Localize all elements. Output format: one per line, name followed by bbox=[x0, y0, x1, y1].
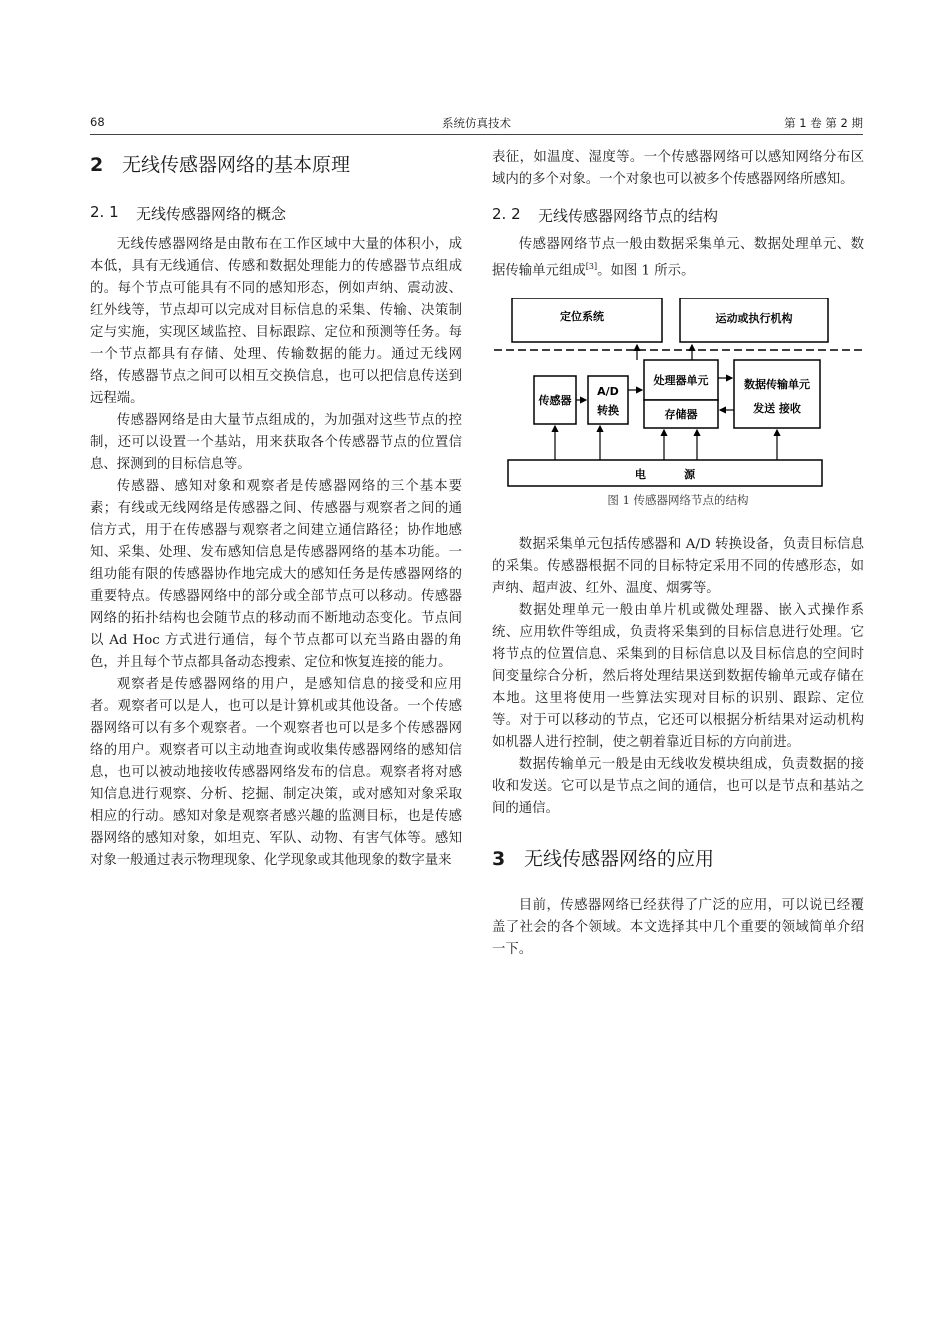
transmission-label: 数据传输单元 bbox=[744, 378, 810, 392]
motion-actuator-label: 运动或执行机构 bbox=[715, 312, 793, 326]
citation-ref: [3] bbox=[585, 262, 598, 271]
paragraph: 数据传输单元一般是由无线收发模块组成，负责数据的接收和发送。它可以是节点之间的通信，也可以是节点和基站之间的通信。 bbox=[492, 757, 864, 817]
section-2-heading bbox=[90, 150, 462, 177]
paragraph-text-tail: 。如图 1 所示。 bbox=[597, 263, 695, 279]
paragraph: 数据处理单元一般由单片机或微处理器、嵌入式操作系统、应用软件等组成，负责将采集到的目标信息进行处理。它将节点的位置信息、采集到的目标信息以及目标信息的空间时间变量综合分析，然后将处理结果送到数据传输单元或存储在本地。这里将使用一些算法实现对目标的识别、跟踪、定位等。对于可以移动的节点，它还可以根据分析结果对运动机构如机器人进行控制，使之朝着靠近目标的方向前进。 bbox=[492, 603, 864, 751]
send-receive-label: 发送 接收 bbox=[753, 402, 801, 416]
convert-label: 转换 bbox=[597, 404, 619, 418]
node-structure-diagram bbox=[492, 298, 864, 488]
subsection-title: 无线传感器网络节点的结构 bbox=[538, 207, 719, 225]
subsection-number: 2. 2 bbox=[492, 205, 521, 223]
left-column bbox=[90, 140, 462, 872]
paragraph-text: 传感器网络节点一般由数据采集单元、数据处理单元、数据传输单元组成 bbox=[492, 237, 864, 279]
subsection-2-2-heading bbox=[492, 205, 864, 226]
paragraph: 目前，传感器网络已经获得了广泛的应用，可以说已经覆盖了社会的各个领域。本文选择其中几个重要的领域简单介绍一下。 bbox=[492, 898, 864, 958]
subsection-number: 2. 1 bbox=[90, 203, 119, 221]
running-header bbox=[90, 114, 863, 135]
paragraph bbox=[492, 234, 864, 282]
section-title: 无线传感器网络的基本原理 bbox=[122, 154, 351, 176]
section-number: 3 bbox=[492, 848, 506, 871]
figure-caption: 图 1 传感器网络节点的结构 bbox=[607, 493, 749, 508]
section-number: 2 bbox=[90, 154, 104, 176]
section-title: 无线传感器网络的应用 bbox=[524, 848, 715, 871]
paragraph: 传感器、感知对象和观察者是传感器网络的三个基本要素；有线或无线网络是传感器之间、传感器与观察者之间的通信方式，用于在传感器与观察者之间建立通信路径；协作地感知、采集、处理、发布感知信息是传感器网络的基本功能。一组功能有限的传感器协作地完成大的感知任务是传感器网络的重要特点。传感器网络中的部分或全部节点可以移动。传感器网络的拓扑结构也会随节点的移动而不断地动态变化。节点间以 Ad Hoc 方式进行通信，每个节点都可以充当路由器的角色，并且每个节点都具备动态搜索、定位和恢复连接的能力。 bbox=[90, 479, 462, 670]
journal-name: 系统仿真技术 bbox=[442, 116, 511, 130]
transmission-box bbox=[734, 360, 820, 428]
page-number: 68 bbox=[90, 115, 105, 129]
section-3-heading bbox=[492, 844, 864, 871]
paragraph: 无线传感器网络是由散布在工作区域中大量的体积小，成本低，具有无线通信、传感和数据处理能力的传感器节点组成的。每个节点可能具有不同的感知形态，例如声纳、震动波、红外线等，节点却可以完成对目标信息的采集、传输、决策制定与实施，实现区域监控、目标跟踪、定位和预测等任务。每一个节点都具有存储、处理、传输数据的能力。通过无线网络，传感器节点之间可以相互交换信息，也可以把信息传送到远程端。 bbox=[90, 237, 462, 406]
issue-info: 第 1 卷 第 2 期 bbox=[784, 116, 863, 130]
right-column bbox=[492, 140, 864, 961]
subsection-2-1-heading bbox=[90, 203, 462, 224]
ad-label: A/D bbox=[597, 385, 619, 399]
figure-node-structure bbox=[492, 298, 864, 488]
paragraph: 观察者是传感器网络的用户，是感知信息的接受和应用者。观察者可以是人，也可以是计算机或其他设备。一个传感器网络可以有多个观察者。一个观察者也可以是多个传感器网络的用户。观察者可以主动地查询或收集传感器网络的感知信息，也可以被动地接收传感器网络发布的信息。观察者将对感知信息进行观察、分析、挖掘、制定决策，或对感知对象采取相应的行动。感知对象是观察者感兴趣的监测目标，也是传感器网络的感知对象，如坦克、军队、动物、有害气体等。感知对象一般通过表示物理现象、化学现象或其他现象的数字量来 bbox=[90, 677, 462, 868]
power-supply-label: 电 源 bbox=[634, 468, 696, 482]
positioning-system-label: 定位系统 bbox=[560, 310, 604, 324]
storage-label: 存储器 bbox=[664, 408, 698, 422]
sensor-label: 传感器 bbox=[538, 394, 572, 408]
paragraph: 数据采集单元包括传感器和 A/D 转换设备，负责目标信息的采集。传感器根据不同的目标特定采用不同的传感形态，如声纳、超声波、红外、温度、烟雾等。 bbox=[492, 537, 864, 597]
paragraph: 传感器网络是由大量节点组成的，为加强对这些节点的控制，还可以设置一个基站，用来获取各个传感器节点的位置信息、探测到的目标信息等。 bbox=[90, 413, 462, 472]
paragraph: 表征，如温度、湿度等。一个传感器网络可以感知网络分布区域内的多个对象。一个对象也可以被多个传感器网络所感知。 bbox=[492, 150, 864, 187]
processor-label: 处理器单元 bbox=[653, 374, 709, 388]
subsection-title: 无线传感器网络的概念 bbox=[136, 205, 287, 223]
